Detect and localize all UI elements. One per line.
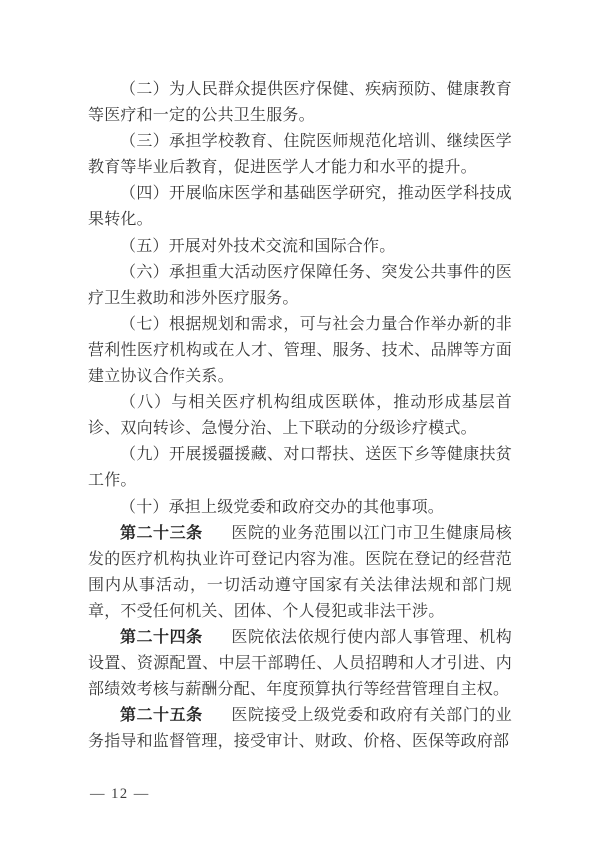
paragraph-text: （三）承担学校教育、住院医师规范化培训、继续医学教育等毕业后教育，促进医学人才能力和水平的提升。 bbox=[88, 133, 512, 177]
paragraph-text: （二）为人民群众提供医疗保健、疾病预防、健康教育等医疗和一定的公共卫生服务。 bbox=[88, 81, 512, 125]
document-body bbox=[88, 77, 512, 755]
document-paragraph bbox=[88, 77, 512, 129]
paragraph-text: （七）根据规划和需求，可与社会力量合作举办新的非营利性医疗机构或在人才、管理、服务、技术、品牌等方面建立协议合作关系。 bbox=[88, 315, 512, 386]
document-paragraph bbox=[88, 495, 512, 521]
article-number: 第二十四条 bbox=[120, 628, 203, 646]
paragraph-text: （五）开展对外技术交流和国际合作。 bbox=[120, 237, 396, 255]
paragraph-text: （六）承担重大活动医疗保障任务、突发公共事件的医疗卫生救助和涉外医疗服务。 bbox=[88, 263, 512, 307]
paragraph-text: （九）开展援疆援藏、对口帮扶、送医下乡等健康扶贫工作。 bbox=[88, 446, 512, 490]
page-number: — 12 — bbox=[90, 786, 150, 802]
document-paragraph bbox=[88, 129, 512, 181]
document-paragraph bbox=[88, 181, 512, 233]
document-paragraph bbox=[88, 442, 512, 494]
document-paragraph bbox=[88, 390, 512, 442]
document-paragraph bbox=[88, 521, 512, 625]
paragraph-text: 医院接受上级党委和政府有关部门的业务指导和监督管理，接受审计、财政、价格、医保等政府部 bbox=[88, 707, 512, 751]
paragraph-text: （四）开展临床医学和基础医学研究，推动医学科技成果转化。 bbox=[88, 185, 512, 229]
article-number: 第二十五条 bbox=[120, 707, 203, 725]
paragraph-text: （十）承担上级党委和政府交办的其他事项。 bbox=[120, 498, 445, 516]
document-paragraph bbox=[88, 260, 512, 312]
paragraph-text: （八）与相关医疗机构组成医联体，推动形成基层首诊、双向转诊、急慢分治、上下联动的分级诊疗模式。 bbox=[88, 394, 512, 438]
document-paragraph bbox=[88, 312, 512, 390]
document-paragraph bbox=[88, 625, 512, 703]
document-paragraph bbox=[88, 234, 512, 260]
article-number: 第二十三条 bbox=[120, 524, 203, 542]
paragraph-text: 医院的业务范围以江门市卫生健康局核发的医疗机构执业许可登记内容为准。医院在登记的经营范围内从事活动，一切活动遵守国家有关法律法规和部门规章，不受任何机关、团体、个人侵犯或非法干涉。 bbox=[88, 524, 512, 620]
paragraph-text: 医院依法依规行使内部人事管理、机构设置、资源配置、中层干部聘任、人员招聘和人才引进、内部绩效考核与薪酬分配、年度预算执行等经营管理自主权。 bbox=[88, 628, 512, 699]
document-paragraph bbox=[88, 703, 512, 755]
